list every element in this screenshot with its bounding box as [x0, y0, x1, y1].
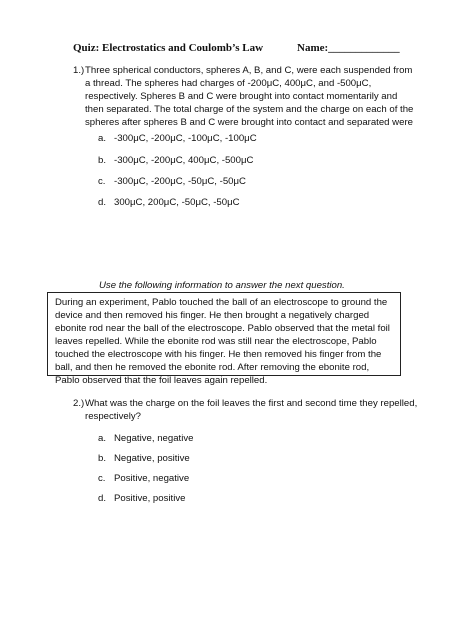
- question-1-text: Three spherical conductors, spheres A, B, and C, were each suspended from a thread. The spheres had charges of -200μC, 400μC, and -500μC, respectively. Spheres B and C were brought into contact momentarily and then separated. The total charge of the system and the charge on each of the spheres after spheres B and C were brought into contact and separated were: [85, 65, 414, 128]
- question-1-option-d[interactable]: [98, 196, 240, 209]
- name-field-label: Name:_____________: [297, 42, 400, 54]
- question-2: [73, 397, 418, 423]
- option-letter: c.: [98, 473, 106, 484]
- question-1-option-c[interactable]: [98, 175, 246, 188]
- option-letter: d.: [98, 197, 107, 208]
- option-text: -300μC, -200μC, -100μC, -100μC: [114, 133, 257, 144]
- question-1-option-b[interactable]: [98, 154, 253, 167]
- option-letter: a.: [98, 433, 107, 444]
- option-letter: b.: [98, 453, 107, 464]
- question-2-option-d[interactable]: [98, 492, 185, 505]
- question-2-text: What was the charge on the foil leaves the first and second time they repelled, respectively?: [85, 398, 418, 422]
- question-2-option-c[interactable]: [98, 472, 189, 485]
- question-1-number: 1.): [73, 65, 85, 76]
- option-text: 300μC, 200μC, -50μC, -50μC: [114, 197, 240, 208]
- option-letter: c.: [98, 176, 106, 187]
- information-box: [47, 292, 401, 386]
- option-text: Negative, negative: [114, 433, 194, 444]
- quiz-header: [73, 41, 413, 55]
- question-1-option-a[interactable]: [98, 132, 257, 145]
- option-text: Negative, positive: [114, 453, 190, 464]
- option-letter: b.: [98, 155, 107, 166]
- question-1: [73, 64, 418, 129]
- option-text: -300μC, -200μC, 400μC, -500μC: [114, 155, 254, 166]
- question-2-option-a[interactable]: [98, 432, 193, 445]
- option-letter: d.: [98, 493, 107, 504]
- question-2-number: 2.): [73, 398, 85, 409]
- option-text: -300μC, -200μC, -50μC, -50μC: [114, 176, 246, 187]
- option-letter: a.: [98, 133, 107, 144]
- option-text: Positive, negative: [114, 473, 190, 484]
- question-2-option-b[interactable]: [98, 452, 190, 465]
- option-text: Positive, positive: [114, 493, 186, 504]
- information-box-text: During an experiment, Pablo touched the ball of an electroscope to ground the device and then removed his finger. He then brought a negatively charged ebonite rod near the ball of the electroscope. Pablo observed that the metal foil leaves repelled. While the ebonite rod was still near the electroscope, Pablo touched the electroscope with his finger. He then removed his finger from the ball, and then he removed the ebonite rod. After removing the ebonite rod, Pablo observed that the foil leaves again repelled.: [55, 297, 390, 386]
- quiz-title: Quiz: Electrostatics and Coulomb’s Law: [73, 42, 264, 54]
- instruction-text: Use the following information to answer the next question.: [99, 280, 345, 291]
